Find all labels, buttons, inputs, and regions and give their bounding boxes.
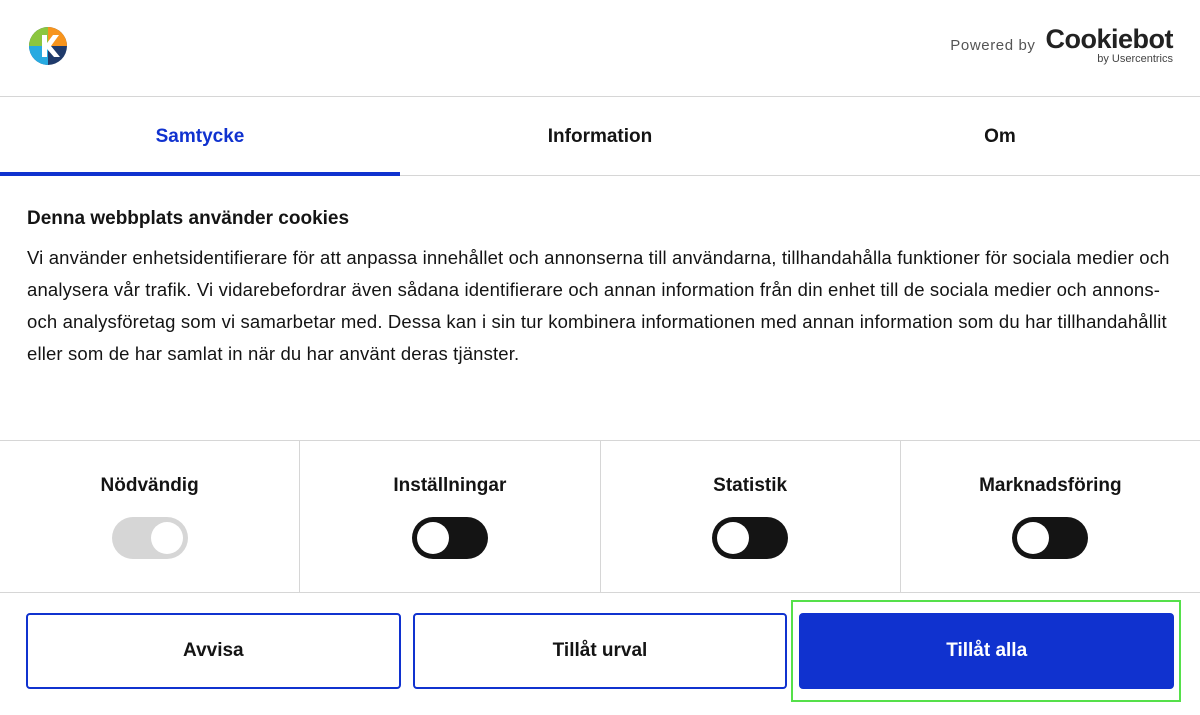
consent-description: Vi använder enhetsidentifierare för att anpassa innehållet och annonserna till användarna, tillhandahålla funktioner för sociala medier och analysera vår trafik. Vi vidarebefordrar även sådana identifierare och annan information från din enhet till de sociala medier och annons- och analysföretag som vi samarbetar med. Dessa kan i sin tur kombinera informationen med annan information som du har tillhandahållit eller som de har samlat in när du har använt deras tjänster. bbox=[27, 247, 1170, 364]
tab-om[interactable]: Om bbox=[984, 125, 1016, 147]
tab-bar bbox=[0, 98, 1200, 176]
colorful-k-logo-icon bbox=[28, 26, 68, 66]
tab-samtycke[interactable]: Samtycke bbox=[0, 98, 400, 175]
allow-selection-button[interactable]: Tillåt urval bbox=[413, 613, 788, 689]
consent-buttons bbox=[26, 613, 1174, 689]
toggle-cell-preferences bbox=[300, 441, 600, 592]
toggle-label-preferences: Inställningar bbox=[393, 475, 507, 496]
toggle-cell-statistics bbox=[601, 441, 901, 592]
toggle-knob bbox=[151, 522, 183, 554]
cookiebot-brand-name: Cookiebot bbox=[1045, 24, 1173, 54]
toggle-knob bbox=[717, 522, 749, 554]
toggle-label-statistics: Statistik bbox=[713, 475, 788, 496]
toggle-knob bbox=[417, 522, 449, 554]
consent-heading: Denna webbplats använder cookies bbox=[27, 208, 350, 229]
consent-content bbox=[27, 208, 1177, 370]
toggle-cell-necessary bbox=[0, 441, 300, 592]
allow-all-button[interactable]: Tillåt alla bbox=[799, 613, 1174, 689]
marketing-toggle[interactable] bbox=[1012, 517, 1088, 559]
necessary-toggle bbox=[112, 517, 188, 559]
cookiebot-brand-sub: by Usercentrics bbox=[1097, 53, 1173, 65]
statistics-toggle[interactable] bbox=[712, 517, 788, 559]
toggle-label-marketing: Marknadsföring bbox=[979, 475, 1122, 496]
preferences-toggle[interactable] bbox=[412, 517, 488, 559]
toggle-cell-marketing bbox=[901, 441, 1200, 592]
powered-by-text: Powered by bbox=[950, 37, 1036, 54]
dialog-header bbox=[0, 0, 1200, 97]
toggle-knob bbox=[1017, 522, 1049, 554]
reject-button[interactable]: Avvisa bbox=[26, 613, 401, 689]
toggle-label-necessary: Nödvändig bbox=[100, 475, 199, 496]
tab-information[interactable]: Information bbox=[547, 125, 653, 147]
category-toggles bbox=[0, 440, 1200, 593]
cookiebot-logo bbox=[1046, 26, 1174, 65]
powered-by-cookiebot[interactable] bbox=[950, 26, 1173, 65]
